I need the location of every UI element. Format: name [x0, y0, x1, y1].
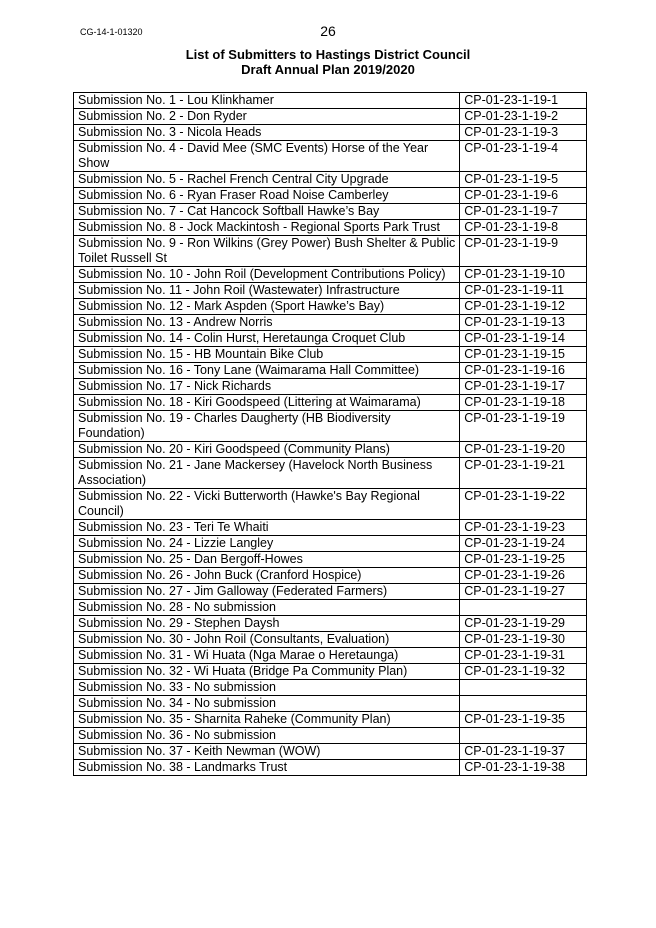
submission-reference-code: CP-01-23-1-19-29: [460, 616, 587, 632]
table-row: [74, 363, 587, 379]
table-row: [74, 536, 587, 552]
submission-description: Submission No. 22 - Vicki Butterworth (Hawke's Bay Regional Council): [74, 489, 460, 520]
submission-reference-code: CP-01-23-1-19-19: [460, 411, 587, 442]
submission-reference-code: CP-01-23-1-19-5: [460, 172, 587, 188]
submission-description: Submission No. 34 - No submission: [74, 696, 460, 712]
submission-description: Submission No. 13 - Andrew Norris: [74, 315, 460, 331]
submission-reference-code: CP-01-23-1-19-17: [460, 379, 587, 395]
submission-reference-code: CP-01-23-1-19-7: [460, 204, 587, 220]
submission-description: Submission No. 12 - Mark Aspden (Sport Hawke’s Bay): [74, 299, 460, 315]
table-row: [74, 379, 587, 395]
submission-reference-code: CP-01-23-1-19-3: [460, 125, 587, 141]
submission-description: Submission No. 35 - Sharnita Raheke (Community Plan): [74, 712, 460, 728]
submission-reference-code: CP-01-23-1-19-18: [460, 395, 587, 411]
submission-reference-code: CP-01-23-1-19-13: [460, 315, 587, 331]
submitters-table: [73, 92, 587, 776]
submission-reference-code: CP-01-23-1-19-31: [460, 648, 587, 664]
submission-reference-code: [460, 696, 587, 712]
submission-description: Submission No. 19 - Charles Daugherty (HB Biodiversity Foundation): [74, 411, 460, 442]
table-row: [74, 220, 587, 236]
table-row: [74, 347, 587, 363]
table-row: [74, 712, 587, 728]
table-row: [74, 584, 587, 600]
submission-description: Submission No. 31 - Wi Huata (Nga Marae o Heretaunga): [74, 648, 460, 664]
submission-reference-code: CP-01-23-1-19-22: [460, 489, 587, 520]
submission-reference-code: CP-01-23-1-19-11: [460, 283, 587, 299]
submission-description: Submission No. 21 - Jane Mackersey (Havelock North Business Association): [74, 458, 460, 489]
submission-reference-code: CP-01-23-1-19-14: [460, 331, 587, 347]
table-row: [74, 395, 587, 411]
submission-description: Submission No. 28 - No submission: [74, 600, 460, 616]
table-row: [74, 552, 587, 568]
table-row: [74, 315, 587, 331]
submission-reference-code: CP-01-23-1-19-20: [460, 442, 587, 458]
table-row: [74, 632, 587, 648]
submission-description: Submission No. 2 - Don Ryder: [74, 109, 460, 125]
submission-description: Submission No. 29 - Stephen Daysh: [74, 616, 460, 632]
submission-reference-code: CP-01-23-1-19-9: [460, 236, 587, 267]
table-row: [74, 664, 587, 680]
title-line-1: List of Submitters to Hastings District Council: [185, 47, 471, 62]
submission-reference-code: CP-01-23-1-19-21: [460, 458, 587, 489]
submission-reference-code: CP-01-23-1-19-15: [460, 347, 587, 363]
submission-reference-code: CP-01-23-1-19-6: [460, 188, 587, 204]
submission-reference-code: CP-01-23-1-19-16: [460, 363, 587, 379]
submission-description: Submission No. 38 - Landmarks Trust: [74, 760, 460, 776]
table-row: [74, 760, 587, 776]
title-line-2: Draft Annual Plan 2019/2020: [241, 62, 415, 77]
table-row: [74, 283, 587, 299]
submission-description: Submission No. 5 - Rachel French Central City Upgrade: [74, 172, 460, 188]
table-row: [74, 125, 587, 141]
submission-description: Submission No. 7 - Cat Hancock Softball Hawke’s Bay: [74, 204, 460, 220]
submission-description: Submission No. 8 - Jock Mackintosh - Regional Sports Park Trust: [74, 220, 460, 236]
page-title: [0, 47, 656, 77]
submission-reference-code: CP-01-23-1-19-23: [460, 520, 587, 536]
table-row: [74, 489, 587, 520]
page-number: 26: [320, 23, 336, 39]
table-row: [74, 141, 587, 172]
submission-description: Submission No. 3 - Nicola Heads: [74, 125, 460, 141]
submission-description: Submission No. 17 - Nick Richards: [74, 379, 460, 395]
table-row: [74, 600, 587, 616]
submission-reference-code: CP-01-23-1-19-2: [460, 109, 587, 125]
submission-description: Submission No. 30 - John Roil (Consultants, Evaluation): [74, 632, 460, 648]
table-row: [74, 648, 587, 664]
submission-description: Submission No. 16 - Tony Lane (Waimarama Hall Committee): [74, 363, 460, 379]
submission-reference-code: CP-01-23-1-19-26: [460, 568, 587, 584]
submission-reference-code: CP-01-23-1-19-30: [460, 632, 587, 648]
table-row: [74, 411, 587, 442]
submission-reference-code: CP-01-23-1-19-37: [460, 744, 587, 760]
submission-reference-code: CP-01-23-1-19-24: [460, 536, 587, 552]
submission-description: Submission No. 1 - Lou Klinkhamer: [74, 93, 460, 109]
table-row: [74, 616, 587, 632]
table-row: [74, 568, 587, 584]
submission-description: Submission No. 26 - John Buck (Cranford Hospice): [74, 568, 460, 584]
submission-reference-code: [460, 680, 587, 696]
table-row: [74, 267, 587, 283]
submitters-table-body: [74, 93, 587, 776]
table-row: [74, 728, 587, 744]
table-row: [74, 744, 587, 760]
submission-reference-code: CP-01-23-1-19-10: [460, 267, 587, 283]
submission-description: Submission No. 6 - Ryan Fraser Road Noise Camberley: [74, 188, 460, 204]
submission-description: Submission No. 20 - Kiri Goodspeed (Community Plans): [74, 442, 460, 458]
submission-reference-code: CP-01-23-1-19-27: [460, 584, 587, 600]
submission-description: Submission No. 4 - David Mee (SMC Events) Horse of the Year Show: [74, 141, 460, 172]
submission-description: Submission No. 14 - Colin Hurst, Heretaunga Croquet Club: [74, 331, 460, 347]
table-row: [74, 236, 587, 267]
submission-description: Submission No. 33 - No submission: [74, 680, 460, 696]
submission-reference-code: CP-01-23-1-19-32: [460, 664, 587, 680]
table-row: [74, 520, 587, 536]
table-row: [74, 331, 587, 347]
submission-reference-code: CP-01-23-1-19-25: [460, 552, 587, 568]
submission-reference-code: [460, 728, 587, 744]
table-row: [74, 680, 587, 696]
submission-reference-code: CP-01-23-1-19-12: [460, 299, 587, 315]
submission-description: Submission No. 18 - Kiri Goodspeed (Littering at Waimarama): [74, 395, 460, 411]
submission-reference-code: CP-01-23-1-19-4: [460, 141, 587, 172]
submission-reference-code: CP-01-23-1-19-1: [460, 93, 587, 109]
submission-reference-code: CP-01-23-1-19-38: [460, 760, 587, 776]
submission-reference-code: [460, 600, 587, 616]
submission-description: Submission No. 11 - John Roil (Wastewater) Infrastructure: [74, 283, 460, 299]
submission-description: Submission No. 25 - Dan Bergoff-Howes: [74, 552, 460, 568]
table-row: [74, 109, 587, 125]
table-row: [74, 188, 587, 204]
submission-description: Submission No. 24 - Lizzie Langley: [74, 536, 460, 552]
table-row: [74, 93, 587, 109]
table-row: [74, 458, 587, 489]
submission-description: Submission No. 27 - Jim Galloway (Federated Farmers): [74, 584, 460, 600]
submission-reference-code: CP-01-23-1-19-8: [460, 220, 587, 236]
submission-description: Submission No. 32 - Wi Huata (Bridge Pa Community Plan): [74, 664, 460, 680]
submission-description: Submission No. 10 - John Roil (Development Contributions Policy): [74, 267, 460, 283]
table-row: [74, 172, 587, 188]
submission-description: Submission No. 37 - Keith Newman (WOW): [74, 744, 460, 760]
submission-description: Submission No. 15 - HB Mountain Bike Club: [74, 347, 460, 363]
submission-description: Submission No. 23 - Teri Te Whaiti: [74, 520, 460, 536]
table-row: [74, 696, 587, 712]
table-row: [74, 204, 587, 220]
document-reference: CG-14-1-01320: [80, 27, 143, 37]
submission-description: Submission No. 36 - No submission: [74, 728, 460, 744]
submission-description: Submission No. 9 - Ron Wilkins (Grey Power) Bush Shelter & Public Toilet Russell St: [74, 236, 460, 267]
submission-reference-code: CP-01-23-1-19-35: [460, 712, 587, 728]
table-row: [74, 442, 587, 458]
table-row: [74, 299, 587, 315]
